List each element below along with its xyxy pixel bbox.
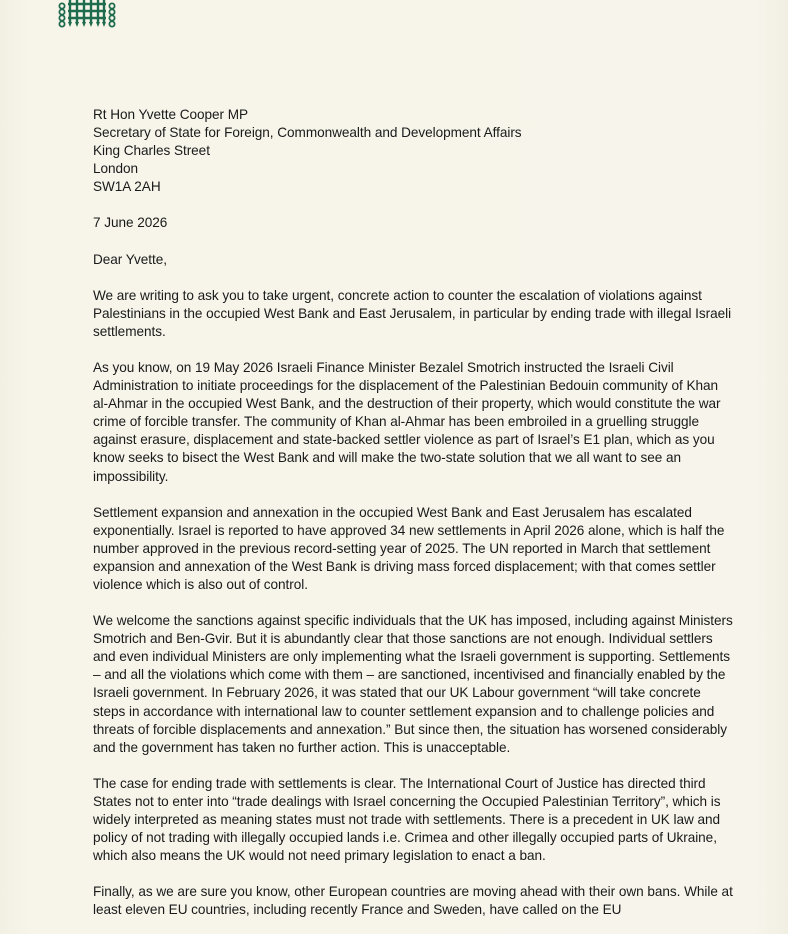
paragraph-1: We are writing to ask you to take urgent, concrete action to counter the escalation of violations against Palestinians in the occupied West Bank and East Jerusalem, in particular by ending trade with illegal Israeli settlements.: [93, 287, 732, 339]
paragraph-5: The case for ending trade with settlements is clear. The International Court of Justice has directed third States not to enter into “trade dealings with Israel concerning the Occupied Palestinian Territory”, which is widely interpreted as meaning states must not trade with settlements. There is a precedent in UK law and policy of not trading with illegally occupied lands i.e. Crimea and other illegally occupied parts of Ukraine, which also means the UK would not need primary legislation to enact a ban.: [93, 775, 721, 864]
salutation: Dear Yvette,: [93, 251, 167, 267]
paragraph-6: Finally, as we are sure you know, other European countries are moving ahead with their own bans. While at least eleven EU countries, including recently France and Sweden, have called on the EU: [93, 884, 733, 918]
recipient-title: Secretary of State for Foreign, Commonwealth and Development Affairs: [93, 125, 522, 141]
recipient-city: London: [93, 161, 139, 177]
paragraph-2: As you know, on 19 May 2026 Israeli Finance Minister Bezalel Smotrich instructed the Israeli Civil Administration to initiate proceedings for the displacement of the Palestinian Bedouin community of Khan al-Ahmar in the occupied West Bank, and the destruction of their property, which would constitute the war crime of forcible transfer. The community of Khan al-Ahmar has been embroiled in a gruelling struggle against erasure, displacement and state-backed settler violence as part of Israel’s E1 plan, which as you know seeks to bisect the West Bank and will make the two-state solution that we all want to see an impossibility.: [93, 359, 721, 484]
recipient-name: Rt Hon Yvette Cooper MP: [93, 107, 249, 122]
letter-date: 7 June 2026: [93, 215, 168, 231]
portcullis-icon: [56, 0, 118, 28]
letter-body: [93, 106, 733, 919]
recipient-postcode: SW1A 2AH: [93, 179, 161, 195]
recipient-street: King Charles Street: [93, 143, 210, 159]
paragraph-4: We welcome the sanctions against specific individuals that the UK has imposed, including against Ministers Smotrich and Ben-Gvir. But it is abundantly clear that those sanctions are not enough. Individual settlers and even individual Ministers are only implementing what the Israeli government is supporting. Settlements – and all the violations which come with them – are sanctioned, incentivised and financially enabled by the Israeli government. In February 2026, it was stated that our UK Labour government “will take concrete steps in accordance with international law to counter settlement expansion and to challenge policies and threats of forcible displacements and annexation.” But since then, the situation has worsened considerably and the government has taken no further action. This is unacceptable.: [93, 613, 733, 755]
paragraph-3: Settlement expansion and annexation in the occupied West Bank and East Jerusalem has escalated exponentially. Israel is reported to have approved 34 new settlements in April 2026 alone, which is half the number approved in the previous record-setting year of 2025. The UN reported in March that settlement expansion and annexation of the West Bank is driving mass forced displacement; with that comes settler violence which is also out of control.: [93, 504, 725, 592]
recipient-address: [93, 106, 733, 196]
